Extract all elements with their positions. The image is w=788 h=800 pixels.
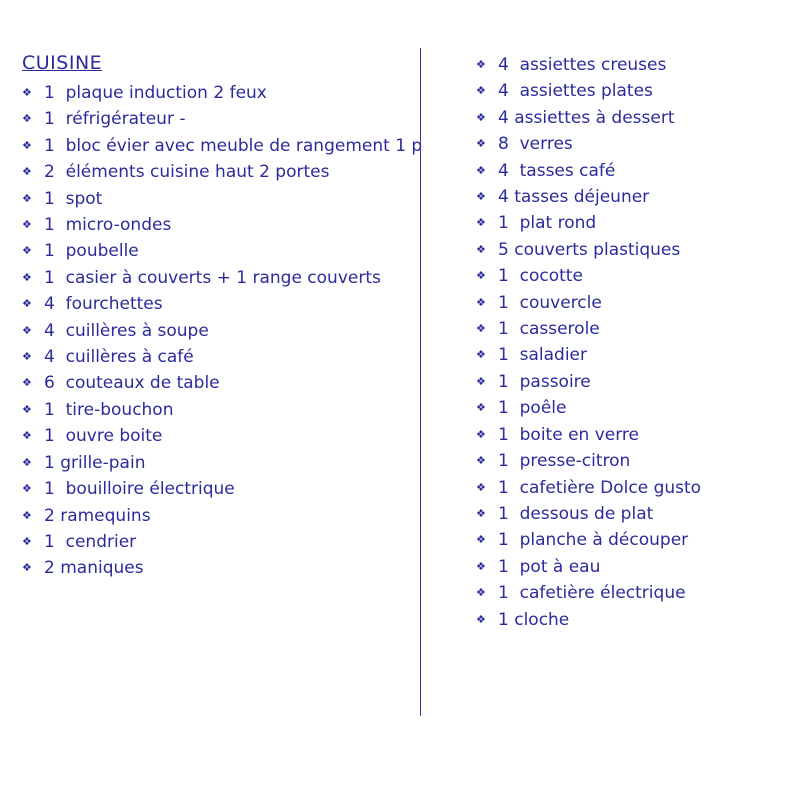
list-item <box>476 580 787 606</box>
list-item <box>22 450 420 476</box>
list-item-label: 5 couverts plastiques <box>498 239 681 260</box>
diamond-bullet-icon: ❖ <box>22 297 32 311</box>
list-item <box>476 554 787 580</box>
list-item-label: 1 cendrier <box>44 531 137 552</box>
diamond-bullet-icon: ❖ <box>22 455 32 469</box>
diamond-bullet-icon: ❖ <box>22 138 32 152</box>
diamond-bullet-icon: ❖ <box>22 270 32 284</box>
diamond-bullet-icon: ❖ <box>476 559 486 573</box>
list-item <box>22 344 420 370</box>
diamond-bullet-icon: ❖ <box>22 112 32 126</box>
diamond-bullet-icon: ❖ <box>476 322 486 336</box>
diamond-bullet-icon: ❖ <box>22 350 32 364</box>
list-item-label: 1 cloche <box>498 609 570 630</box>
diamond-bullet-icon: ❖ <box>476 586 486 600</box>
list-item-label: 8 verres <box>498 134 573 155</box>
diamond-bullet-icon: ❖ <box>22 534 32 548</box>
diamond-bullet-icon: ❖ <box>476 506 486 520</box>
list-item-label: 1 bouilloire électrique <box>44 479 235 500</box>
list-item-label: 1 bloc évier avec meuble de rangement 1 p <box>44 135 423 156</box>
list-item <box>22 423 420 449</box>
list-item <box>22 106 420 132</box>
list-item-label: 1 dessous de plat <box>498 503 654 524</box>
list-item-label: 1 passoire <box>498 371 591 392</box>
list-item-label: 4 assiettes creuses <box>498 55 667 75</box>
diamond-bullet-icon: ❖ <box>476 110 486 124</box>
diamond-bullet-icon: ❖ <box>22 376 32 390</box>
list-item <box>476 501 787 527</box>
list-item-label: 1 plaque induction 2 feux <box>44 83 267 103</box>
list-item-label: 2 éléments cuisine haut 2 portes <box>44 162 330 183</box>
list-item <box>476 78 787 104</box>
list-item-label: 1 micro-ondes <box>44 215 172 236</box>
list-item-label: 1 planche à découper <box>498 530 689 551</box>
list-item-label: 1 tire-bouchon <box>44 399 174 420</box>
list-item-label: 1 boite en verre <box>498 424 639 445</box>
list-item-label: 4 cuillères à soupe <box>44 320 209 341</box>
list-item-label: 1 grille-pain <box>44 452 146 473</box>
list-item-label: 1 presse-citron <box>498 451 631 472</box>
list-item <box>476 316 787 342</box>
list-item <box>22 529 420 555</box>
list-item-label: 2 maniques <box>44 558 144 579</box>
list-item <box>476 369 787 395</box>
list-item <box>22 503 420 529</box>
list-item-label: 1 casier à couverts + 1 range couverts <box>44 267 381 288</box>
list-item <box>22 265 420 291</box>
diamond-bullet-icon: ❖ <box>476 348 486 362</box>
diamond-bullet-icon: ❖ <box>22 86 32 99</box>
diamond-bullet-icon: ❖ <box>22 402 32 416</box>
list-item <box>476 475 787 501</box>
diamond-bullet-icon: ❖ <box>476 163 486 177</box>
kitchen-inventory-list-left <box>22 80 423 582</box>
list-item-label: 1 poubelle <box>44 241 139 262</box>
kitchen-inventory-list-right <box>476 52 787 633</box>
list-item <box>22 186 420 212</box>
list-item <box>476 237 787 263</box>
list-item <box>476 184 787 210</box>
list-item <box>22 318 420 344</box>
diamond-bullet-icon: ❖ <box>22 191 32 205</box>
list-item <box>476 210 787 236</box>
list-item <box>22 238 420 264</box>
list-item <box>476 448 787 474</box>
list-item <box>22 476 420 502</box>
list-item-label: 6 couteaux de table <box>44 373 220 394</box>
page-title: CUISINE <box>22 52 103 74</box>
left-column <box>0 52 423 582</box>
diamond-bullet-icon: ❖ <box>22 482 32 496</box>
list-item-label: 4 assiettes plates <box>498 81 653 102</box>
right-column <box>421 52 787 633</box>
list-item-label: 1 casserole <box>498 319 600 340</box>
list-item <box>476 52 787 78</box>
diamond-bullet-icon: ❖ <box>476 427 486 441</box>
list-item-label: 1 spot <box>44 188 103 209</box>
list-item <box>476 263 787 289</box>
diamond-bullet-icon: ❖ <box>22 218 32 232</box>
list-item <box>22 159 420 185</box>
diamond-bullet-icon: ❖ <box>476 480 486 494</box>
diamond-bullet-icon: ❖ <box>22 429 32 443</box>
list-item <box>22 80 420 106</box>
list-item <box>22 212 420 238</box>
diamond-bullet-icon: ❖ <box>476 374 486 388</box>
list-item <box>476 158 787 184</box>
diamond-bullet-icon: ❖ <box>476 612 486 626</box>
diamond-bullet-icon: ❖ <box>476 533 486 547</box>
list-item-label: 4 assiettes à dessert <box>498 107 675 128</box>
list-item <box>476 105 787 131</box>
diamond-bullet-icon: ❖ <box>476 269 486 283</box>
list-item-label: 1 pot à eau <box>498 556 601 577</box>
list-item <box>476 290 787 316</box>
list-item-label: 1 ouvre boite <box>44 426 163 447</box>
diamond-bullet-icon: ❖ <box>476 137 486 151</box>
list-item-label: 1 plat rond <box>498 213 597 234</box>
list-item <box>22 133 423 159</box>
diamond-bullet-icon: ❖ <box>476 401 486 415</box>
list-item <box>22 291 420 317</box>
list-item <box>22 370 420 396</box>
list-item <box>476 395 787 421</box>
diamond-bullet-icon: ❖ <box>22 165 32 179</box>
diamond-bullet-icon: ❖ <box>22 561 32 575</box>
list-item-label: 2 ramequins <box>44 505 151 526</box>
diamond-bullet-icon: ❖ <box>22 244 32 258</box>
list-item-label: 1 couvercle <box>498 292 602 313</box>
list-item-label: 1 poêle <box>498 398 567 419</box>
list-item <box>22 397 420 423</box>
diamond-bullet-icon: ❖ <box>476 216 486 230</box>
list-item-label: 1 cafetière Dolce gusto <box>498 477 702 498</box>
list-item <box>22 555 420 581</box>
list-item-label: 1 cafetière électrique <box>498 583 686 604</box>
list-item-label: 4 fourchettes <box>44 294 163 315</box>
diamond-bullet-icon: ❖ <box>476 58 486 71</box>
diamond-bullet-icon: ❖ <box>476 454 486 468</box>
diamond-bullet-icon: ❖ <box>476 84 486 98</box>
list-item-label: 4 cuillères à café <box>44 347 194 368</box>
list-item-label: 4 tasses déjeuner <box>498 187 650 208</box>
list-item <box>476 131 787 157</box>
diamond-bullet-icon: ❖ <box>476 242 486 256</box>
list-item-label: 4 tasses café <box>498 160 616 181</box>
diamond-bullet-icon: ❖ <box>22 508 32 522</box>
list-item <box>476 422 787 448</box>
list-item <box>476 607 787 633</box>
diamond-bullet-icon: ❖ <box>22 323 32 337</box>
two-column-layout <box>0 52 788 716</box>
list-item <box>476 342 787 368</box>
diamond-bullet-icon: ❖ <box>476 295 486 309</box>
list-item-label: 1 saladier <box>498 345 588 366</box>
list-item <box>476 527 787 553</box>
diamond-bullet-icon: ❖ <box>476 190 486 204</box>
list-item-label: 1 réfrigérateur - <box>44 109 186 130</box>
list-item-label: 1 cocotte <box>498 266 583 287</box>
